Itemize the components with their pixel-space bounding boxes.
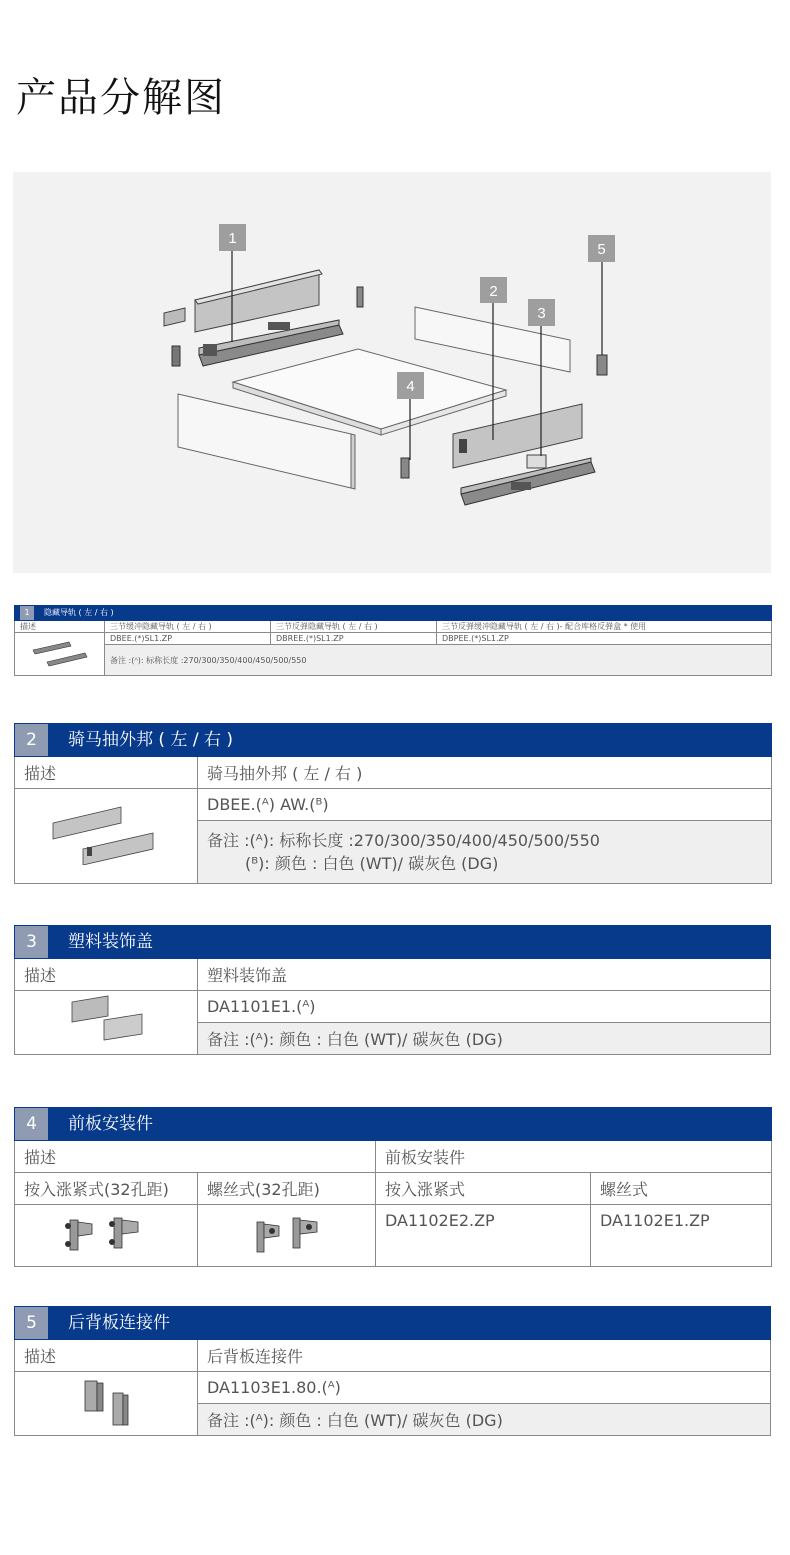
sub-label: 螺丝式(32孔距) [198,1173,376,1205]
desc-label: 描述 [15,757,198,789]
product-code: DA1103E1.80.(ᴬ) [198,1372,771,1404]
note: 备注 :(ᴬ): 标称长度 :270/300/350/400/450/500/550 (ᴮ): 颜色 : 白色 (WT)/ 碳灰色 (DG) [198,821,772,884]
callout-4: 4 [406,378,415,395]
callout-5: 5 [597,241,606,258]
screw-fitting-thumbnail [237,1212,337,1256]
product-image-cell [15,1372,198,1436]
product-image-cell [15,789,198,884]
note: 备注 :(ᴬ): 颜色 : 白色 (WT)/ 碳灰色 (DG) [198,1023,771,1055]
drawer-side-thumbnail [51,803,161,865]
product-code: DBPEE.(*)SL1.ZP [437,633,772,645]
spec-table-drawer-sides [14,723,772,884]
spec-table-front-fixing [14,1107,772,1267]
desc-value: 后背板连接件 [198,1340,771,1372]
desc-label: 描述 [15,959,198,991]
col-header: 三节缓冲隐藏导轨 ( 左 / 右 ) [105,621,271,633]
desc-value: 塑料装饰盖 [198,959,771,991]
section-title: 塑料装饰盖 [68,932,153,952]
desc-label: 描述 [15,1141,376,1173]
callout-3: 3 [537,305,546,322]
sub-label: 按入涨紧式 [376,1173,591,1205]
product-image-cell [15,633,105,676]
runner-thumbnail [29,638,91,668]
section-title: 隐藏导轨 ( 左 / 右 ) [44,608,114,617]
section-title: 后背板连接件 [68,1313,170,1333]
press-fit-fitting-thumbnail [56,1212,156,1256]
product-code: DBEE.(ᴬ) AW.(ᴮ) [198,789,772,821]
product-code: DBEE.(*)SL1.ZP [105,633,271,645]
section-number: 1 [20,606,34,620]
right-drawer-side [453,404,582,468]
product-code: DA1101E1.(ᴬ) [198,991,771,1023]
cover-cap-thumbnail [66,994,146,1048]
product-code: DBREE.(*)SL1.ZP [271,633,437,645]
note: 备注 :(ᴬ): 标称长度 :270/300/350/400/450/500/550 [105,645,772,676]
spec-table-runners [14,605,772,676]
section-title: 骑马抽外邦 ( 左 / 右 ) [68,730,234,750]
section-number: 3 [15,926,48,958]
cover-cap-left [164,308,185,326]
note: 备注 :(ᴬ): 颜色 : 白色 (WT)/ 碳灰色 (DG) [198,1404,771,1436]
product-image-cell [15,991,198,1055]
callout-1: 1 [228,230,237,247]
desc-value: 前板安装件 [376,1141,772,1173]
cover-cap-right [527,455,546,468]
desc-value: 骑马抽外邦 ( 左 / 右 ) [198,757,772,789]
spec-table-cover-cap [14,925,771,1055]
col-header: 三节反弹缓冲隐藏导轨 ( 左 / 右 )- 配合库格反弹盒 * 使用 [437,621,772,633]
exploded-view-diagram [13,172,771,573]
product-image-cell [15,1205,198,1267]
product-code: DA1102E2.ZP [376,1205,591,1267]
product-code: DA1102E1.ZP [591,1205,772,1267]
spec-table-rear-connector [14,1306,771,1436]
section-number: 2 [15,724,48,756]
page-title: 产品分解图 [16,75,226,121]
rear-connector-thumbnail [71,1375,141,1429]
col-header: 三节反弹隐藏导轨 ( 左 / 右 ) [271,621,437,633]
desc-label: 描述 [15,1340,198,1372]
sub-label: 螺丝式 [591,1173,772,1205]
exploded-view-svg [13,172,771,573]
section-number: 5 [15,1307,48,1339]
callout-2: 2 [489,283,498,300]
sub-label: 按入涨紧式(32孔距) [15,1173,198,1205]
section-number: 4 [15,1108,48,1140]
section-title: 前板安装件 [68,1114,153,1134]
desc-label: 描述 [15,621,105,633]
product-image-cell [198,1205,376,1267]
